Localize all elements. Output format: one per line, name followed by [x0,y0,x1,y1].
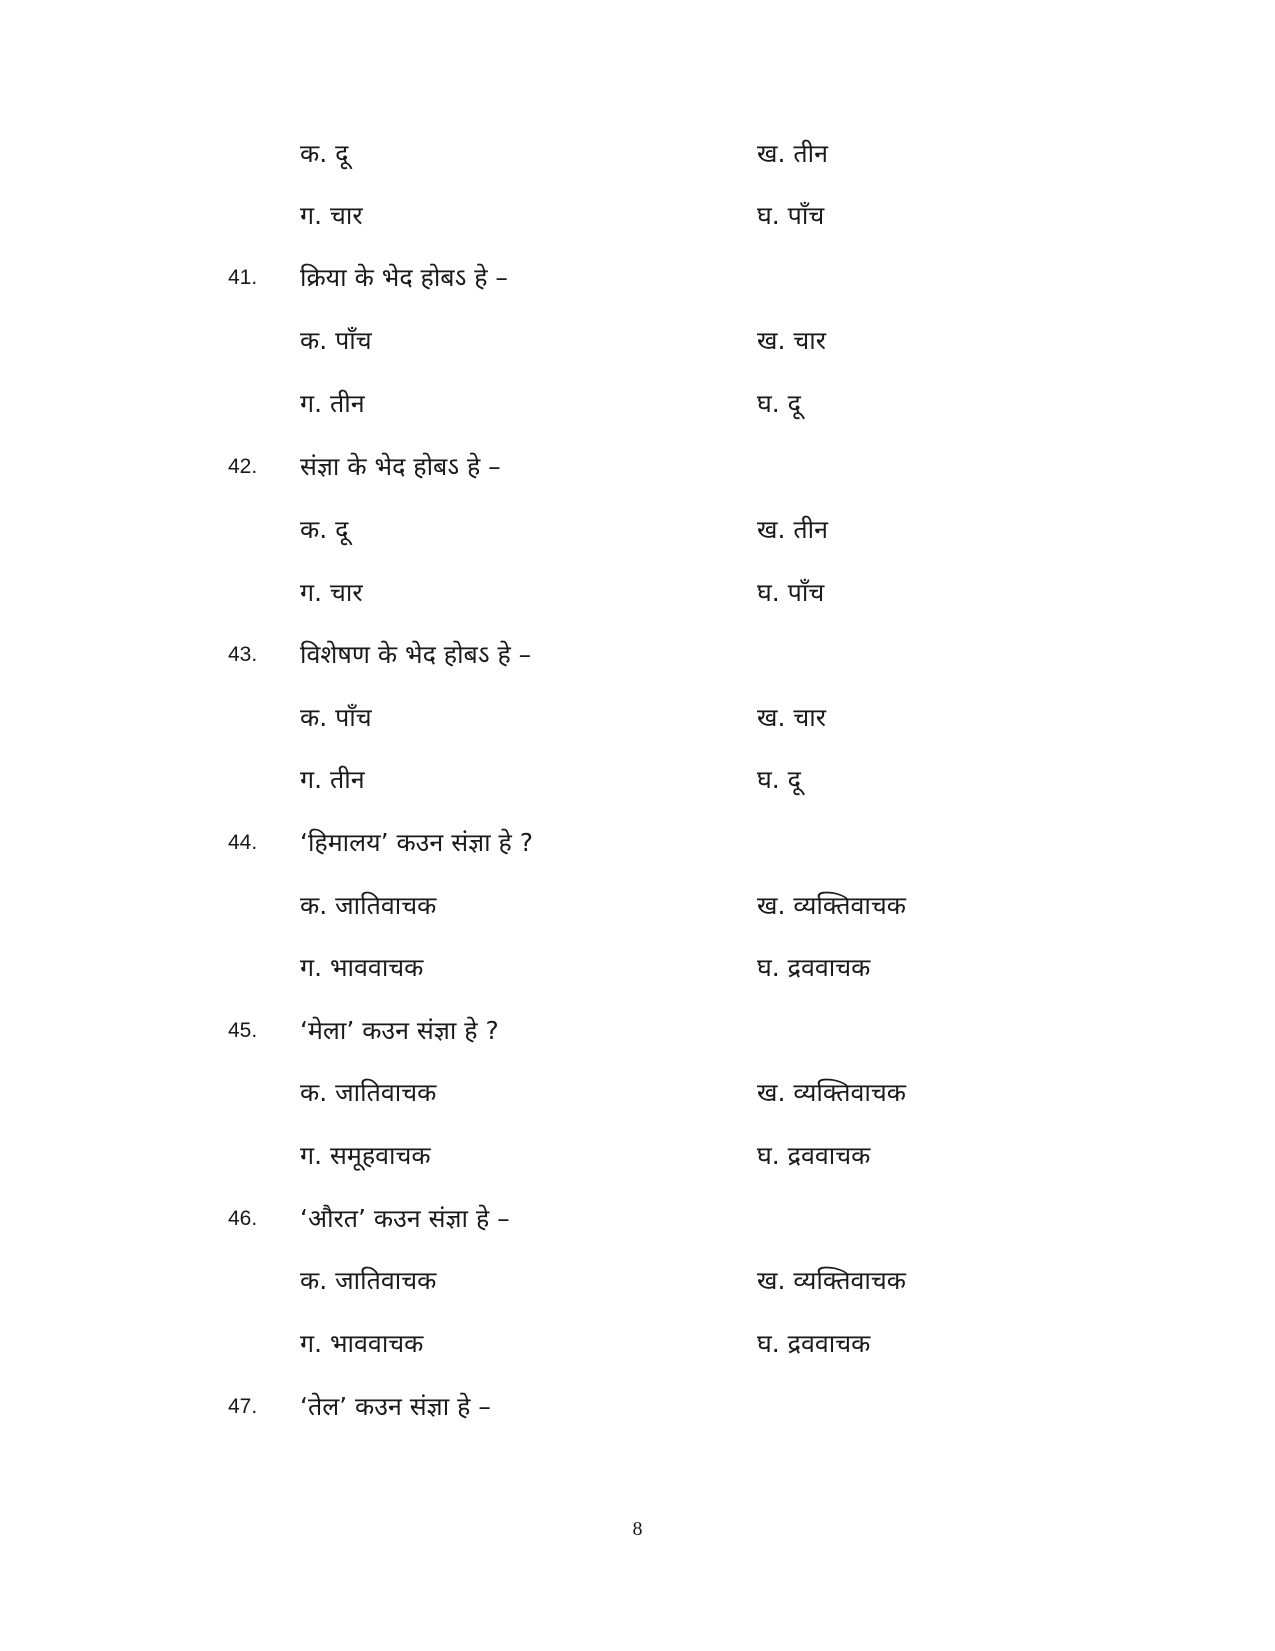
question-text: संज्ञा के भेद होबऽ हे – [300,452,501,481]
option-c: ग. भाववाचक [300,953,424,982]
option-a: क. दू [300,139,349,168]
question-row [0,825,1275,865]
option-d: घ. दू [757,389,801,418]
option-row [0,950,1275,990]
option-row [0,700,1275,740]
option-b: ख. चार [757,326,826,355]
option-a: क. जातिवाचक [300,891,437,920]
page-number: 8 [632,1518,643,1540]
option-row [0,323,1275,363]
option-d: घ. द्रववाचक [757,953,871,982]
option-b: ख. व्यक्तिवाचक [757,1266,906,1295]
option-d: घ. द्रववाचक [757,1329,871,1358]
option-d: घ. द्रववाचक [757,1141,871,1170]
option-row [0,1326,1275,1366]
question-text: ‘तेल’ कउन संज्ञा हे – [300,1392,491,1421]
option-a: क. जातिवाचक [300,1266,437,1295]
option-row [0,762,1275,802]
option-b: ख. तीन [757,139,828,168]
option-row [0,888,1275,928]
question-row [0,449,1275,489]
option-c: ग. तीन [300,389,365,418]
question-number: 45. [228,1019,258,1042]
option-row [0,198,1275,238]
question-row [0,1201,1275,1241]
option-d: घ. पाँच [757,201,825,230]
option-a: क. पाँच [300,326,372,355]
option-d: घ. पाँच [757,578,825,607]
option-row [0,1075,1275,1115]
option-row [0,136,1275,176]
option-row [0,575,1275,615]
question-row [0,1389,1275,1429]
option-b: ख. व्यक्तिवाचक [757,1078,906,1107]
question-text: ‘मेला’ कउन संज्ञा हे ? [300,1016,499,1045]
option-d: घ. दू [757,765,801,794]
option-b: ख. व्यक्तिवाचक [757,891,906,920]
option-row [0,512,1275,552]
option-b: ख. चार [757,703,826,732]
question-number: 44. [228,831,258,854]
question-row [0,1013,1275,1053]
option-a: क. पाँच [300,703,372,732]
question-number: 47. [228,1395,258,1418]
option-row [0,386,1275,426]
question-row [0,637,1275,677]
option-a: क. दू [300,515,349,544]
question-text: ‘औरत’ कउन संज्ञा हे – [300,1204,510,1233]
option-c: ग. भाववाचक [300,1329,424,1358]
option-c: ग. चार [300,578,363,607]
option-c: ग. तीन [300,765,365,794]
option-row [0,1263,1275,1303]
question-row [0,260,1275,300]
question-number: 41. [228,266,258,289]
option-c: ग. समूहवाचक [300,1141,431,1170]
question-text: क्रिया के भेद होबऽ हे – [300,263,508,292]
option-a: क. जातिवाचक [300,1078,437,1107]
question-number: 46. [228,1207,258,1230]
question-text: विशेषण के भेद होबऽ हे – [300,640,532,669]
question-text: ‘हिमालय’ कउन संज्ञा हे ? [300,828,534,857]
question-number: 43. [228,643,258,666]
option-b: ख. तीन [757,515,828,544]
option-c: ग. चार [300,201,363,230]
option-row [0,1138,1275,1178]
question-number: 42. [228,455,258,478]
